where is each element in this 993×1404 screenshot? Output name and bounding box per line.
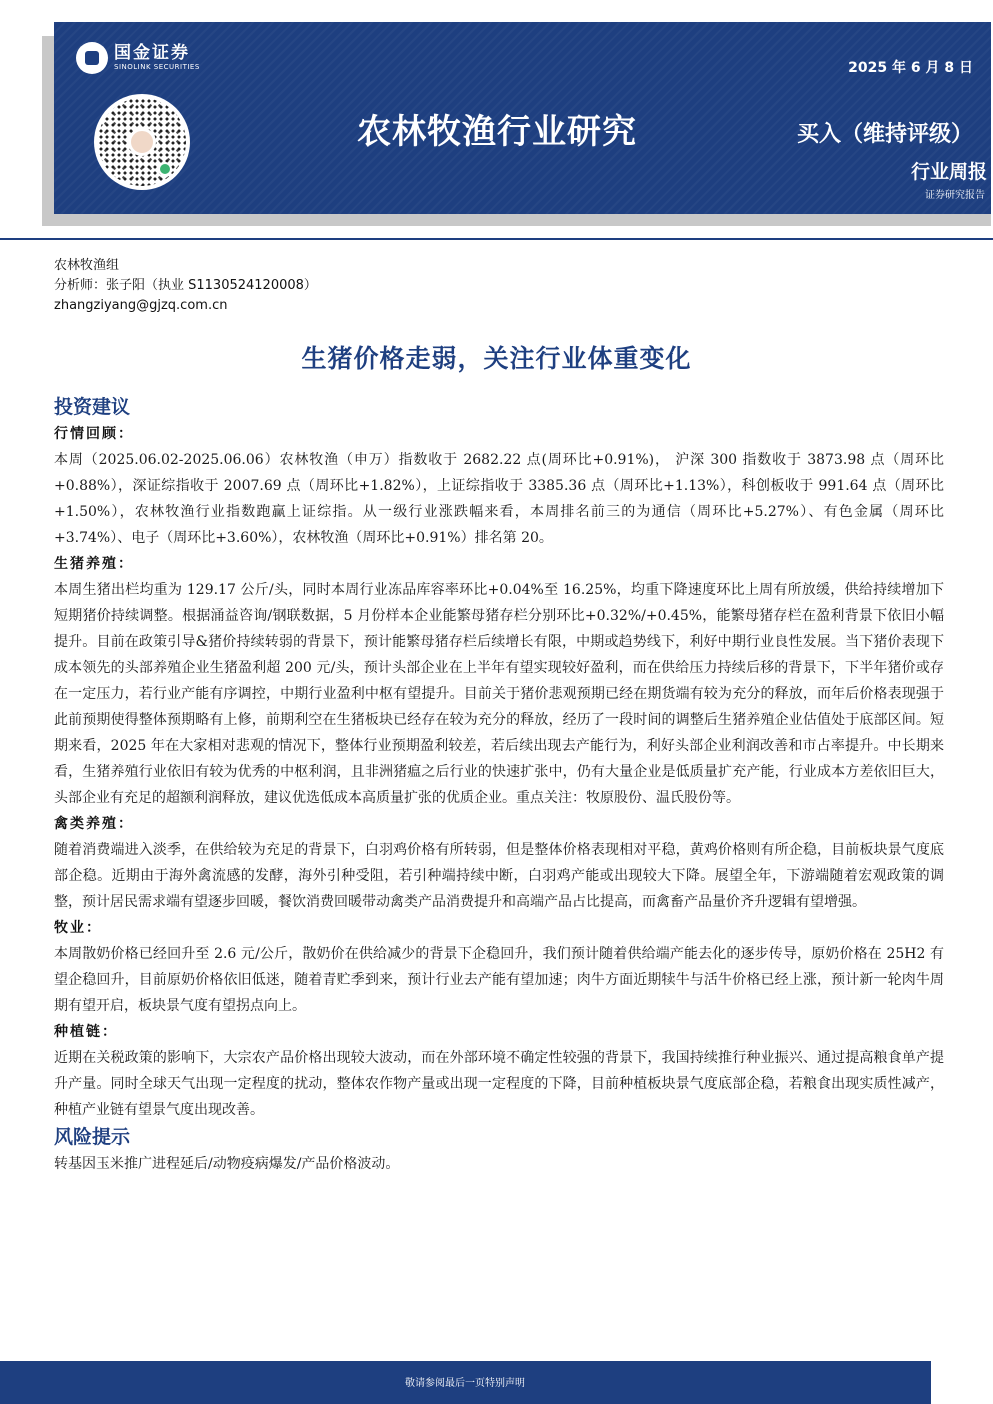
subsection-title-planting: 种植链： bbox=[54, 1024, 118, 1040]
section-title-risk: 风险提示 bbox=[54, 1126, 131, 1148]
paragraph-pig: 本周生猪出栏均重为 129.17 公斤/头，同时本周行业冻品库容率环比+0.04%至 16.25%，均重下降速度环比上周有所放缓，供给持续增加下短期猪价持续调整。根据涌益咨询/钢联数据，5 月份样本企业能繁母猪存栏分别环比+0.32%/+0.45%，能繁母猪存栏在盈利背景下依旧小幅提升。目前在政策引导&猪价持续转弱的背景下，预计能繁母猪存栏后续增长有限，中期或趋势线下，利好中期行业良性发展。当下猪价表现下成本领先的头部养殖企业生猪盈利超 200 元/头，预计头部企业在上半年有望实现较好盈利，而在供给压力持续后移的背景下，下半年猪价或存在一定压力，若行业产能有序调控，中期行业盈利中枢有望提升。目前关于猪价悲观预期已经在期货端有较为充分的释放，而年后价格表现强于此前预期使得整体预期略有上修，前期利空在生猪板块已经存在较为充分的释放，经历了一段时间的调整后生猪养殖企业估值处于底部区间。短期来看，2025 年在大家相对悲观的情况下，整体行业预期盈利较差，若后续出现去产能行为，利好头部企业利润改善和市占率提升。中长期来看，生猪养殖行业依旧有较为优秀的中枢利润，且非洲猪瘟之后行业的快速扩张中，仍有大量企业是低质量扩充产能，行业成本方差依旧巨大，头部企业有充足的超额利润释放，建议优选低成本高质量扩张的优质企业。重点关注：牧原股份、温氏股份等。 bbox=[54, 582, 944, 806]
report-headline: 生猪价格走弱，关注行业体重变化 bbox=[301, 344, 692, 373]
logo-name-en: SINOLINK SECURITIES bbox=[114, 63, 200, 71]
report-body bbox=[54, 393, 944, 1177]
section-title-investment: 投资建议 bbox=[54, 396, 131, 418]
analyst-email[interactable]: zhangziyang@gjzq.com.cn bbox=[54, 298, 228, 313]
footer-disclaimer: 敬请参阅最后一页特别声明 bbox=[405, 1378, 525, 1389]
header-divider bbox=[0, 238, 993, 240]
report-type: 行业周报 bbox=[910, 161, 987, 183]
paragraph-risk: 转基因玉米推广进程延后/动物疫病爆发/产品价格波动。 bbox=[54, 1156, 400, 1172]
logo-name-cn: 国金证券 bbox=[114, 43, 190, 63]
logo-mark-icon bbox=[76, 42, 108, 74]
analyst-info bbox=[54, 256, 317, 316]
rating-label: 买入（维持评级） bbox=[796, 122, 973, 147]
footer-tab bbox=[931, 1361, 993, 1404]
subsection-title-dairy: 牧业： bbox=[54, 920, 102, 936]
analyst-name: 分析师：张子阳（执业 S1130524120008） bbox=[54, 278, 317, 293]
paragraph-planting: 近期在关税政策的影响下，大宗农产品价格出现较大波动，而在外部环境不确定性较强的背景下，我国持续推行种业振兴、通过提高粮食单产提升产量。同时全球天气出现一定程度的扰动，整体农作物产量或出现一定程度的下降，目前种植板块景气度底部企稳，若粮食出现实质性减产，种植产业链有望景气度出现改善。 bbox=[54, 1050, 944, 1118]
page-footer bbox=[0, 1361, 993, 1404]
subsection-title-pig: 生猪养殖： bbox=[54, 556, 134, 572]
report-date: 2025 年 6 月 8 日 bbox=[848, 60, 973, 76]
subsection-title-review: 行情回顾： bbox=[54, 426, 134, 442]
qr-code-icon bbox=[94, 94, 190, 190]
analyst-group: 农林牧渔组 bbox=[54, 258, 120, 273]
company-logo bbox=[76, 42, 200, 74]
subsection-title-poultry: 禽类养殖： bbox=[54, 816, 134, 832]
paragraph-poultry: 随着消费端进入淡季，在供给较为充足的背景下，白羽鸡价格有所转弱，但是整体价格表现相对平稳，黄鸡价格则有所企稳，目前板块景气度底部企稳。近期由于海外禽流感的发酵，海外引种受阻，若引种端持续中断，白羽鸡产能或出现较大下降。展望全年，下游端随着宏观政策的调整，预计居民需求端有望逐步回暖，餐饮消费回暖带动禽类产品消费提升和高端产品占比提高，而禽畜产品量价齐升逻辑有望增强。 bbox=[54, 842, 944, 910]
paragraph-review: 本周（2025.06.02-2025.06.06）农林牧渔（申万）指数收于 2682.22 点(周环比+0.91%)， 沪深 300 指数收于 3873.98 点（周环比+0.88%），深证综指收于 2007.69 点（周环比+1.82%），上证综指收于 3385.36 点（周环比+1.13%），科创板收于 991.64 点（周环比+1.50%），农林牧渔行业指数跑赢上证综指。从一级行业涨跌幅来看，本周排名前三的为通信（周环比+5.27%）、有色金属（周环比+3.74%）、电子（周环比+3.60%），农林牧渔（周环比+0.91%）排名第 20。 bbox=[54, 452, 944, 546]
report-industry-title: 农林牧渔行业研究 bbox=[357, 112, 637, 152]
report-subtitle: 证券研究报告 bbox=[925, 190, 985, 201]
paragraph-dairy: 本周散奶价格已经回升至 2.6 元/公斤，散奶价在供给减少的背景下企稳回升，我们预计随着供给端产能去化的逐步传导，原奶价格在 25H2 有望企稳回升，目前原奶价格依旧低迷，随着青贮季到来，预计行业去产能有望加速；肉牛方面近期犊牛与活牛价格已经上涨，预计新一轮肉牛周期有望开启，板块景气度有望拐点向上。 bbox=[54, 946, 944, 1014]
